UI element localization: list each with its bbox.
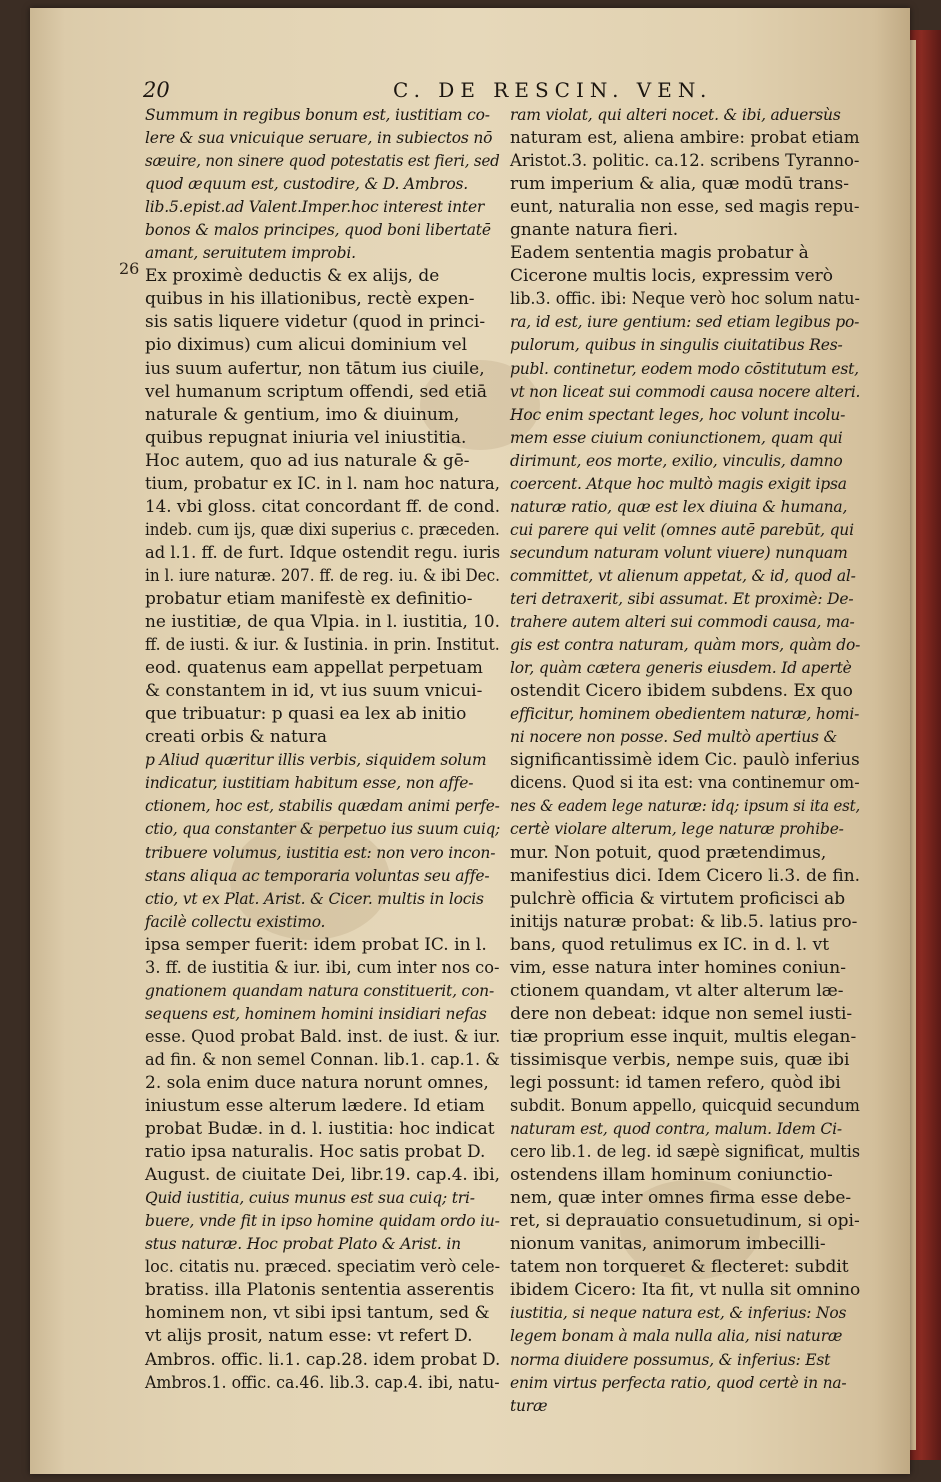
- text-line: secundum naturam volunt viuere) nunquam: [510, 543, 848, 562]
- text-line: tribuere volumus, iustitia est: non vero incon-: [145, 843, 496, 862]
- text-line: tissimisque verbis, nempe suis, quæ ibi: [510, 1049, 850, 1070]
- text-line: naturale & gentium, imo & diuinum,: [145, 404, 460, 425]
- text-line: naturam est, aliena ambire: probat etiam: [510, 128, 860, 149]
- text-line: nionum vanitas, animorum imbecilli-: [510, 1234, 826, 1255]
- text-line: 14. vbi gloss. citat concordant ff. de cond.: [145, 496, 501, 517]
- text-line: mur. Non potuit, quod prætendimus,: [510, 842, 827, 863]
- text-line: p Aliud quæritur illis verbis, siquidem solum: [145, 751, 487, 770]
- text-line: Eadem sententia magis probatur à: [510, 243, 809, 264]
- text-line: coercent. Atque hoc multò magis exigit ipsa: [510, 474, 847, 493]
- text-line: ra, id est, iure gentium: sed etiam legibus po-: [510, 313, 860, 332]
- text-line: initijs naturæ probat: & lib.5. latius pro-: [510, 911, 858, 932]
- text-line: Ambros.1. offic. ca.46. lib.3. cap.4. ibi, natu-: [145, 1372, 500, 1393]
- text-line: naturæ ratio, quæ est lex diuina & humana,: [510, 497, 848, 516]
- text-line: enim virtus perfecta ratio, quod certè in na-: [510, 1373, 847, 1392]
- text-line: ostendit Cicero ibidem subdens. Ex quo: [510, 681, 853, 702]
- text-line: gis est contra naturam, quàm mors, quàm do-: [510, 636, 861, 655]
- text-line: cero lib.1. de leg. id sæpè significat, multis: [510, 1142, 861, 1163]
- text-line: stus naturæ. Hoc probat Plato & Arist. in: [145, 1235, 461, 1254]
- text-line: trahere autem alteri sui commodi causa, ma-: [510, 613, 855, 632]
- text-line: gnationem quandam natura constituerit, con-: [145, 981, 494, 1000]
- text-line: lere & sua vnicuique seruare, in subiectos nō: [145, 129, 493, 148]
- text-line: Hoc autem, quo ad ius naturale & gē-: [145, 450, 470, 471]
- text-line: ctionem, hoc est, stabilis quædam animi perfe-: [145, 797, 500, 816]
- text-line: tiæ proprium esse inquit, multis elegan-: [510, 1026, 857, 1047]
- text-line: Hoc enim spectant leges, hoc volunt incolu-: [510, 405, 846, 424]
- text-line: vt non liceat sui commodi causa nocere alteri.: [510, 382, 861, 401]
- text-line: nem, quæ inter omnes firma esse debe-: [510, 1188, 852, 1209]
- text-line: buere, vnde fit in ipso homine quidam ordo iu-: [145, 1212, 500, 1231]
- text-line: sis satis liquere videtur (quod in princi-: [145, 312, 486, 333]
- text-line: lib.3. offic. ibi: Neque verò hoc solum natu-: [510, 289, 860, 310]
- text-line: Cicerone multis locis, expressim verò: [510, 266, 834, 287]
- text-line: rum imperium & alia, quæ modū trans-: [510, 174, 849, 195]
- text-line: dicens. Quod si ita est: vna continemur om-: [510, 773, 860, 794]
- text-column-right: [510, 104, 860, 1418]
- text-line: Ex proximè deductis & ex alijs, de: [145, 266, 440, 287]
- text-line: esse. Quod probat Bald. inst. de iust. & iur.: [145, 1026, 501, 1047]
- text-line: Quid iustitia, cuius munus est sua cuiq; tri-: [145, 1189, 475, 1208]
- text-line: ram violat, qui alteri nocet. & ibi, aduersùs: [510, 106, 841, 124]
- text-line: iniustum esse alterum lædere. Id etiam: [145, 1096, 485, 1117]
- text-line: Summum in regibus bonum est, iustitiam co-: [145, 106, 490, 124]
- margin-section-number: 26: [119, 259, 140, 278]
- text-line: significantissimè idem Cic. paulò inferius: [510, 750, 860, 771]
- text-line: dere non debeat: idque non semel iusti-: [510, 1003, 853, 1024]
- text-line: quibus in his illationibus, rectè expen-: [145, 289, 475, 310]
- text-line: vel humanum scriptum offendi, sed etiā: [145, 381, 488, 402]
- text-line: pulchrè officia & virtutem proficisci ab: [510, 888, 846, 909]
- text-line: ctionem quandam, vt alter alterum læ-: [510, 980, 844, 1001]
- text-line: bonos & malos principes, quod boni libertatē: [145, 221, 491, 240]
- text-line: ipsa semper fuerit: idem probat IC. in l.: [145, 934, 487, 955]
- text-line: creati orbis & natura: [145, 727, 327, 748]
- text-line: nes & eadem lege naturæ: idq; ipsum si ita est,: [510, 797, 861, 816]
- text-line: ibidem Cicero: Ita fit, vt nulla sit omnino: [510, 1280, 861, 1301]
- text-line: norma diuidere possumus, & inferius: Est: [510, 1350, 831, 1369]
- text-line: ratio ipsa naturalis. Hoc satis probat D.: [145, 1142, 486, 1163]
- text-line: teri detraxerit, sibi assumat. Et proximè: De-: [510, 589, 854, 608]
- text-line: que tribuatur: p quasi ea lex ab initio: [145, 704, 467, 725]
- text-line: Aristot.3. politic. ca.12. scribens Tyranno-: [510, 151, 860, 172]
- text-line: publ. continetur, eodem modo cōstitutum est,: [510, 359, 859, 378]
- text-line: ret, si deprauatio consuetudinum, si opi-: [510, 1211, 860, 1232]
- text-line: lor, quàm cætera generis eiusdem. Id apertè: [510, 659, 852, 678]
- text-line: efficitur, hominem obedientem naturæ, homi-: [510, 705, 860, 724]
- text-line: bratiss. illa Platonis sententia asserentis: [145, 1280, 495, 1301]
- text-line: eod. quatenus eam appellat perpetuam: [145, 658, 483, 679]
- text-line: facilè collectu existimo.: [145, 912, 326, 931]
- text-line: quod æquum est, custodire, & D. Ambros.: [145, 175, 468, 194]
- text-line: quibus repugnat iniuria vel iniustitia.: [145, 427, 467, 448]
- text-line: 3. ff. de iustitia & iur. ibi, cum inter nos co-: [145, 957, 500, 978]
- text-line: sequens est, hominem homini insidiari nefas: [145, 1004, 487, 1023]
- text-line: ff. de iusti. & iur. & Iustinia. in prin. Institut.: [145, 635, 500, 656]
- text-line: indeb. cum ijs, quæ dixi superius c. præceden.: [145, 519, 500, 540]
- text-line: lib.5.epist.ad Valent.Imper.hoc interest inter: [145, 198, 485, 217]
- text-line: committet, vt alienum appetat, & id, quod al-: [510, 566, 856, 585]
- text-line: vt alijs prosit, natum esse: vt refert D.: [145, 1326, 473, 1347]
- text-line: August. de ciuitate Dei, libr.19. cap.4. ibi,: [145, 1165, 500, 1186]
- text-line: ius suum aufertur, non tātum ius ciuile,: [145, 358, 485, 379]
- text-line: ne iustitiæ, de qua Vlpia. in l. iustitia, 10.: [145, 612, 501, 633]
- text-line: manifestius dici. Idem Cicero li.3. de fin.: [510, 865, 861, 886]
- text-line: loc. citatis nu. præced. speciatim verò cele-: [145, 1257, 501, 1278]
- running-title: C. DE RESCIN. VEN.: [393, 78, 713, 102]
- text-line: ad l.1. ff. de furt. Idque ostendit regu. iuris: [145, 542, 501, 563]
- text-line: in l. iure naturæ. 207. ff. de reg. iu. & ibi Dec.: [145, 565, 500, 586]
- text-line: dirimunt, eos morte, exilio, vinculis, damno: [510, 451, 843, 470]
- text-line: amant, seruitutem improbi.: [145, 244, 356, 263]
- text-line: stans aliqua ac temporaria voluntas seu affe-: [145, 866, 490, 885]
- text-line: tatem non torqueret & flecteret: subdit: [510, 1257, 849, 1278]
- text-line: pulorum, quibus in singulis ciuitatibus Res-: [510, 336, 843, 355]
- text-line: indicatur, iustitiam habitum esse, non affe-: [145, 774, 474, 793]
- text-line: mem esse ciuium coniunctionem, quam qui: [510, 428, 843, 447]
- text-line: ctio, qua constanter & perpetuo ius suum cuiq;: [145, 820, 501, 839]
- text-line: vim, esse natura inter homines coniun-: [510, 957, 846, 978]
- text-line: ctio, vt ex Plat. Arist. & Cicer. multis in locis: [145, 889, 484, 908]
- page-number: 20: [143, 78, 170, 102]
- text-line: hominem non, vt sibi ipsi tantum, sed &: [145, 1303, 490, 1324]
- text-line: ostendens illam hominum coniunctio-: [510, 1165, 833, 1186]
- text-line: & constantem in id, vt ius suum vnicui-: [145, 681, 483, 702]
- text-line: cui parere qui velit (omnes autē parebūt, qui: [510, 520, 854, 539]
- text-line: ni nocere non posse. Sed multò apertius &: [510, 728, 838, 747]
- text-line: tium, probatur ex IC. in l. nam hoc natura,: [145, 473, 501, 494]
- running-head: [143, 78, 863, 102]
- text-line: naturam est, quod contra, malum. Idem Ci-: [510, 1120, 842, 1139]
- text-line: Ambros. offic. li.1. cap.28. idem probat D.: [145, 1349, 501, 1370]
- text-line: gnante natura fieri.: [510, 220, 679, 241]
- text-line: certè violare alterum, lege naturæ prohibe-: [510, 820, 844, 839]
- text-column-left: [145, 104, 500, 1395]
- text-line: pio diximus) cum alicui dominium vel: [145, 335, 468, 356]
- text-line: turæ: [510, 1396, 548, 1415]
- text-line: eunt, naturalia non esse, sed magis repu-: [510, 197, 860, 218]
- text-line: subdit. Bonum appello, quicquid secundum: [510, 1096, 860, 1117]
- text-line: probatur etiam manifestè ex definitio-: [145, 588, 473, 609]
- text-line: bans, quod retulimus ex IC. in d. l. vt: [510, 934, 830, 955]
- text-line: iustitia, si neque natura est, & inferius: Nos: [510, 1304, 847, 1323]
- text-line: legi possunt: id tamen refero, quòd ibi: [510, 1072, 841, 1093]
- text-line: sæuire, non sinere quod potestatis est fieri, sed: [145, 152, 500, 171]
- text-line: 2. sola enim duce natura norunt omnes,: [145, 1072, 489, 1093]
- text-line: ad fin. & non semel Connan. lib.1. cap.1. &: [145, 1049, 500, 1070]
- text-line: probat Budæ. in d. l. iustitia: hoc indicat: [145, 1119, 495, 1140]
- text-line: legem bonam à mala nulla alia, nisi naturæ: [510, 1327, 843, 1346]
